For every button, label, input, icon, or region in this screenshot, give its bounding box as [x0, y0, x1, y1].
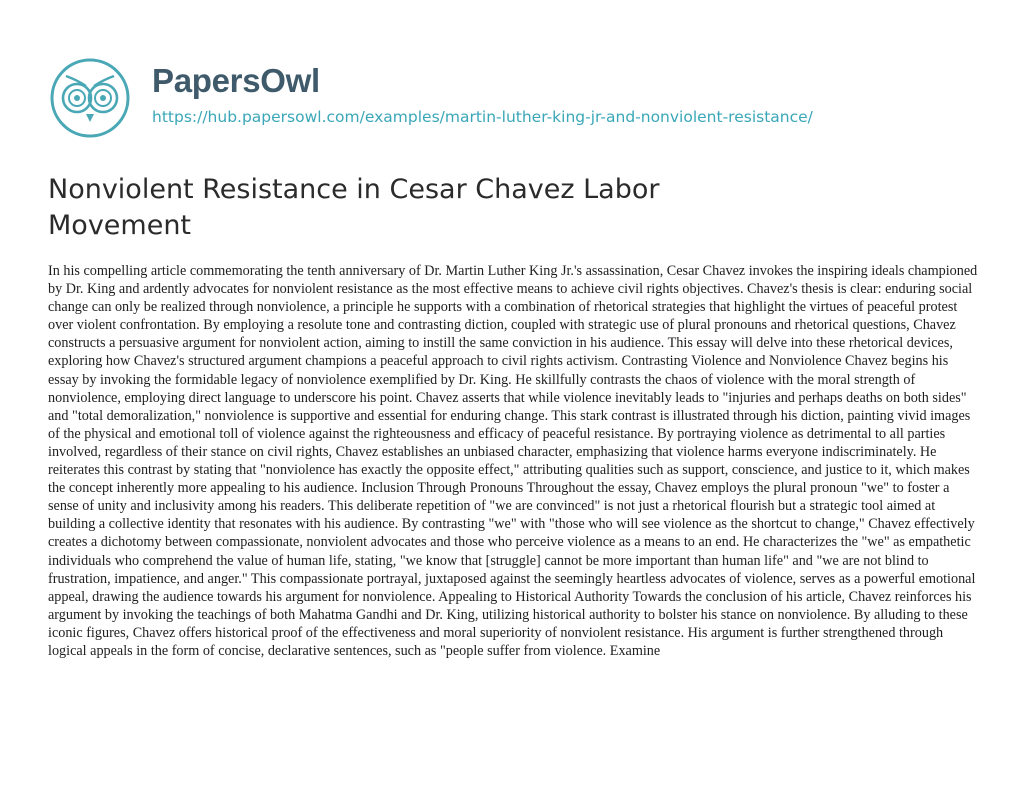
essay-body: In his compelling article commemorating the tenth anniversary of Dr. Martin Luther King Jr.'s assassination, Cesar Chavez invokes the inspiring ideals championed by Dr. King and ardently advocates for nonviolent resistance as the most effective means to achieve civil rights objectives. Chavez's thesis is clear: enduring social change can only be realized through nonviolence, a principle he supports with a combination of rhetorical strategies that highlight the virtues of peaceful protest over violent confrontation. By employing a resolute tone and contrasting diction, coupled with strategic use of plural pronouns and rhetorical questions, Chavez constructs a persuasive argument for nonviolent action, aiming to instill the same conviction in his audience. This essay will delve into these rhetorical devices, exploring how Chavez's structured argument champions a peaceful approach to civil rights activism. Contrasting Violence and Nonviolence Chavez begins his essay by invoking the formidable legacy of nonviolence exemplified by Dr. King. He skillfully contrasts the chaos of violence with the moral strength of nonviolence, employing direct language to underscore his point. Chavez asserts that while violence inevitably leads to "injuries and perhaps deaths on both sides" and "total demoralization," nonviolence is supportive and essential for enduring change. This stark contrast is illustrated through his diction, painting vivid images of the physical and emotional toll of violence against the righteousness and efficacy of peaceful resistance. By portraying violence as detrimental to all parties involved, regardless of their stance on civil rights, Chavez establishes an unbiased character, emphasizing that violence harms everyone indiscriminately. He reiterates this contrast by stating that "nonviolence has exactly the opposite effect," attributing qualities such as support, conscience, and justice to it, which makes the concept inherently more appealing to his audience. Inclusion Through Pronouns Throughout the essay, Chavez employs the plural pronoun "we" to foster a sense of unity and inclusivity among his readers. This deliberate repetition of "we are convinced" is not just a rhetorical flourish but a strategic tool aimed at building a collective identity that resonates with his audience. By contrasting "we" with "those who will see violence as the shortcut to change," Chavez effectively creates a dichotomy between compassionate, nonviolent advocates and those who perceive violence as a means to an end. He characterizes the "we" as empathetic individuals who comprehend the value of human life, stating, "we know that [struggle] cannot be more important than human life" and "we are not blind to frustration, impatience, and anger." This compassionate portrayal, juxtaposed against the seemingly heartless advocates of violence, serves as a powerful emotional appeal, drawing the audience towards his argument for nonviolence. Appealing to Historical Authority Towards the conclusion of his article, Chavez reinforces his argument by invoking the teachings of both Mahatma Gandhi and Dr. King, utilizing historical authority to bolster his stance on nonviolence. By alluding to these iconic figures, Chavez offers historical proof of the effectiveness and moral superiority of nonviolent resistance. His argument is further strengthened through logical appeals in the form of concise, declarative sentences, such as "people suffer from violence. Examine	[48, 263, 978, 659]
page-title: Nonviolent Resistance in Cesar Chavez Labor Movement	[48, 174, 660, 241]
source-url-link[interactable]: https://hub.papersowl.com/examples/martin-luther-king-jr-and-nonviolent-resistance/	[152, 108, 813, 126]
site-header	[48, 38, 988, 138]
owl-face-icon	[48, 56, 132, 140]
brand-name: PapersOwl	[152, 62, 320, 99]
